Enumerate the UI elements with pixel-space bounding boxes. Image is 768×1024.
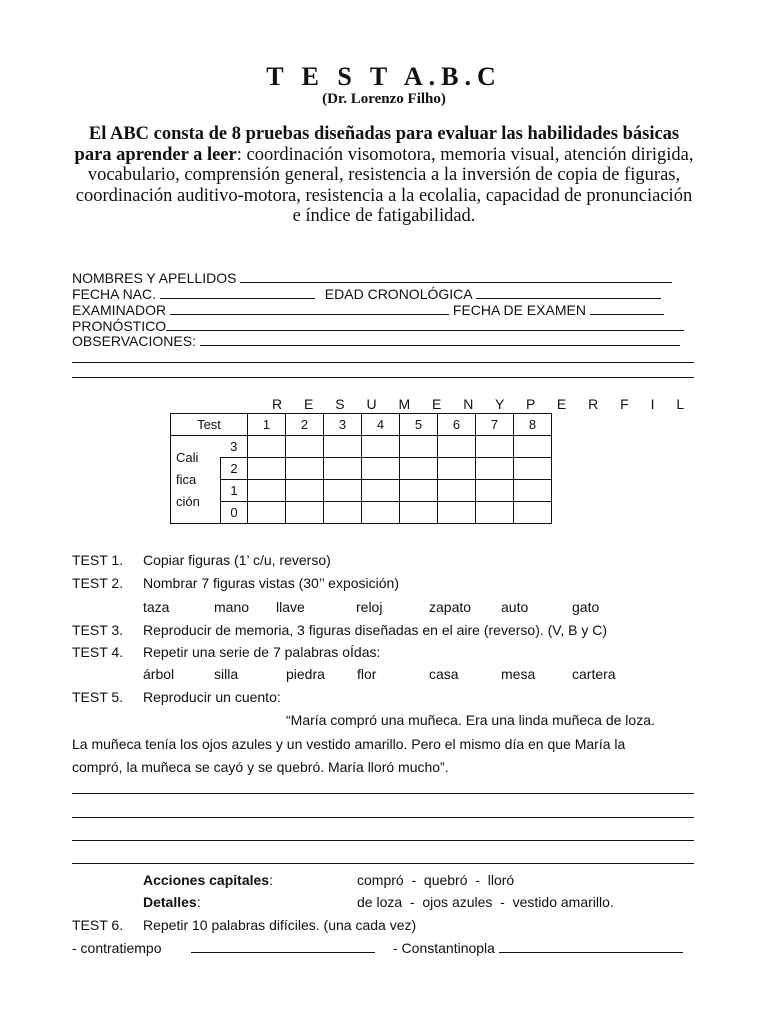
col-1: 1: [248, 414, 286, 436]
edad-blank[interactable]: [476, 286, 661, 299]
test-6-label: TEST 6.: [72, 917, 124, 933]
col-4: 4: [362, 414, 400, 436]
cell[interactable]: [514, 436, 552, 458]
story-line-2: La muñeca tenía los ojos azules y un vestido amarillo. Pero el mismo día en que María la: [72, 736, 626, 752]
cell[interactable]: [438, 436, 476, 458]
field-observaciones[interactable]: [72, 333, 680, 349]
cell[interactable]: [248, 458, 286, 480]
observaciones-line-3[interactable]: [72, 377, 694, 378]
cell[interactable]: [362, 480, 400, 502]
fecha-examen-blank[interactable]: [590, 302, 664, 315]
cell[interactable]: [400, 502, 438, 524]
observaciones-line-2[interactable]: [72, 362, 694, 363]
test-header: Test: [171, 414, 248, 436]
test-5-label: TEST 5.: [72, 689, 124, 705]
test-6-desc: Repetir 10 palabras difíciles. (una cada vez): [143, 917, 417, 933]
test-4-word: flor: [357, 666, 377, 682]
story-line-3: compró, la muñeca se cayó y se quebró. María lloró mucho”.: [72, 759, 449, 775]
detalles-label: Detalles: [143, 894, 197, 910]
test-2-word: llave: [276, 599, 305, 615]
test-2-word: taza: [143, 599, 170, 615]
intro-rest: : coordinación visomotora, memoria visual, atención dirigida, vocabulario, comprensión general, resistencia a la inversión de copia de figuras, coordinación auditivo-motora, resistencia a la ecolalia, capacidad de pronunciación e índice de fatigabilidad.: [75, 144, 694, 226]
acciones-value: compró - quebró - lloró: [357, 872, 515, 888]
cell[interactable]: [324, 436, 362, 458]
story-line-1: “María compró una muñeca. Era una linda muñeca de loza.: [286, 712, 655, 728]
detalles-value: de loza - ojos azules - vestido amarillo.: [357, 894, 614, 910]
cell[interactable]: [438, 458, 476, 480]
cell[interactable]: [476, 502, 514, 524]
field-fecha-nac[interactable]: [72, 286, 661, 302]
col-7: 7: [476, 414, 514, 436]
cell[interactable]: [438, 480, 476, 502]
pronostico-label: PRONÓSTICO: [72, 318, 167, 334]
test-5-desc: Reproducir un cuento:: [143, 689, 281, 705]
test-1-desc: Copiar figuras (1’ c/u, reverso): [143, 552, 331, 568]
test-6-word-1-blank[interactable]: [191, 940, 375, 953]
examinador-label: EXAMINADOR: [72, 302, 167, 318]
cell[interactable]: [286, 458, 324, 480]
field-pronostico[interactable]: [72, 318, 684, 334]
observaciones-blank[interactable]: [200, 333, 680, 346]
test-6-word-2[interactable]: [393, 940, 683, 956]
test-2-word: zapato: [429, 599, 472, 615]
answer-line-3[interactable]: [72, 840, 694, 841]
col-8: 8: [514, 414, 552, 436]
test-6-word-2-label: - Constantinopla: [393, 940, 495, 956]
pronostico-blank[interactable]: [166, 318, 684, 331]
cell[interactable]: [400, 458, 438, 480]
test-2-word: mano: [214, 599, 250, 615]
nombres-label: NOMBRES Y APELLIDOS: [72, 270, 237, 286]
test-6-word-1-label: - contratiempo: [72, 940, 162, 956]
test-2-word: reloj: [356, 599, 383, 615]
profile-table: [170, 413, 552, 524]
answer-line-2[interactable]: [72, 817, 694, 818]
summary-title: R E S U M E N Y P E R F I L: [272, 396, 694, 412]
score-label-line-3: ción: [176, 493, 200, 509]
score-0: 0: [221, 502, 248, 524]
cell[interactable]: [476, 436, 514, 458]
observaciones-label: OBSERVACIONES:: [72, 333, 196, 349]
answer-line-4[interactable]: [72, 863, 694, 864]
cell[interactable]: [362, 436, 400, 458]
score-2: 2: [221, 458, 248, 480]
cell[interactable]: [476, 458, 514, 480]
cell[interactable]: [248, 502, 286, 524]
test-4-word: cartera: [572, 666, 616, 682]
cell[interactable]: [248, 480, 286, 502]
cell[interactable]: [476, 480, 514, 502]
cell[interactable]: [514, 480, 552, 502]
acciones-label: Acciones capitales: [143, 872, 270, 888]
cell[interactable]: [286, 480, 324, 502]
fecha-nac-label: FECHA NAC.: [72, 286, 157, 302]
intro-paragraph: [72, 124, 696, 227]
field-examinador[interactable]: [72, 302, 664, 318]
col-6: 6: [438, 414, 476, 436]
cell[interactable]: [248, 436, 286, 458]
cell[interactable]: [514, 458, 552, 480]
test-1-label: TEST 1.: [72, 552, 124, 568]
cell[interactable]: [324, 458, 362, 480]
test-3-label: TEST 3.: [72, 622, 124, 638]
score-3: 3: [221, 436, 248, 458]
cell[interactable]: [514, 502, 552, 524]
test-2-word: auto: [501, 599, 529, 615]
cell[interactable]: [286, 436, 324, 458]
test-4-word: silla: [214, 666, 239, 682]
cell[interactable]: [324, 480, 362, 502]
edad-label: EDAD CRONOLÓGICA: [324, 286, 472, 302]
cell[interactable]: [438, 502, 476, 524]
test-4-desc: Repetir una serie de 7 palabras oÍdas:: [143, 644, 381, 660]
test-2-label: TEST 2.: [72, 575, 124, 591]
cell[interactable]: [324, 502, 362, 524]
page-title: T E S T A.B.C: [266, 62, 502, 91]
cell[interactable]: [400, 480, 438, 502]
cell[interactable]: [362, 458, 400, 480]
answer-line-1[interactable]: [72, 793, 694, 794]
detalles-row: Detalles:: [143, 894, 201, 910]
intro-bold: El ABC consta de 8 pruebas diseñadas para evaluar las habilidades básicas para aprender a leer: [74, 124, 680, 165]
score-1: 1: [221, 480, 248, 502]
cell[interactable]: [400, 436, 438, 458]
fecha-examen-label: FECHA DE EXAMEN: [452, 302, 586, 318]
test-3-desc: Reproducir de memoria, 3 figuras diseñadas en el aire (reverso). (V, B y C): [143, 622, 608, 638]
cell[interactable]: [286, 502, 324, 524]
field-nombres[interactable]: [72, 270, 672, 286]
col-3: 3: [324, 414, 362, 436]
nombres-blank[interactable]: [240, 270, 672, 283]
test-2-desc: Nombrar 7 figuras vistas (30’’ exposición): [143, 575, 399, 591]
acciones-row: Acciones capitales:: [143, 872, 273, 888]
test-6-word-2-blank[interactable]: [499, 940, 683, 953]
test-6-word-1[interactable]: [72, 940, 375, 956]
test-4-label: TEST 4.: [72, 644, 124, 660]
score-label-line-1: Cali: [176, 449, 199, 465]
test-4-word: árbol: [143, 666, 175, 682]
examinador-blank[interactable]: [170, 302, 449, 315]
test-4-word: casa: [429, 666, 459, 682]
col-2: 2: [286, 414, 324, 436]
test-4-word: piedra: [286, 666, 325, 682]
fecha-nac-blank[interactable]: [160, 286, 315, 299]
author: (Dr. Lorenzo Filho): [322, 91, 446, 107]
score-label: [171, 436, 221, 524]
col-5: 5: [400, 414, 438, 436]
score-label-line-2: fica: [176, 471, 197, 487]
cell[interactable]: [362, 502, 400, 524]
test-4-word: mesa: [501, 666, 536, 682]
test-2-word: gato: [572, 599, 600, 615]
